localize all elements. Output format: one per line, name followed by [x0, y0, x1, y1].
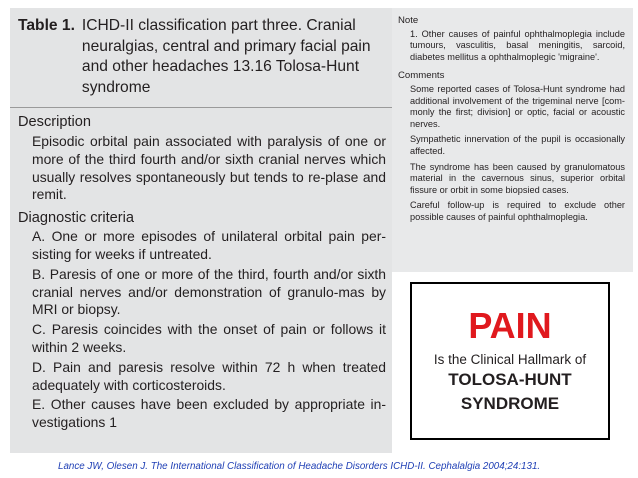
citation-reference: Lance JW, Olesen J. The International Classification of Headache Disorders ICHD-II. Cephalalgia 2004;24:131.: [58, 461, 541, 472]
description-heading: Description: [18, 114, 91, 130]
note-heading: Note: [398, 15, 419, 26]
classification-table-panel: [10, 8, 392, 453]
description-text: Episodic orbital pain associated with paralysis of one or more of the third fourth and/or sixth cranial nerves which usually resolves spontaneously but tends to re-plase and remit.: [32, 133, 386, 203]
diagnostic-criteria-list: [18, 228, 386, 432]
comment-item: The syndrome has been caused by granulomatous material in the cavernous sinus, superior orbital fissure or orbit in some biopsied cases.: [410, 161, 625, 195]
comment-item: Careful follow-up is required to exclude other possible causes of painful ophthalmoplegia.: [410, 200, 625, 222]
table-title: [18, 16, 386, 98]
criterion-b: B. Paresis of one or more of the third, fourth and/or sixth cranial nerves and/or demonstration of granulo-mas by MRI or biopsy.: [32, 265, 386, 318]
notes-comments-panel: [392, 8, 633, 272]
note-text: 1. Other causes of painful ophthalmoplegia include tumours, vasculitis, basal meningitis, sarcoid, diabetes mellitus a ophthalmoplegic 'migraine'.: [410, 28, 625, 62]
pain-subtitle: Is the Clinical Hallmark of: [433, 352, 587, 367]
comments-heading: Comments: [398, 70, 445, 82]
comment-item: Some reported cases of Tolosa-Hunt syndrome had additional involvement of the trigeminal nerve [com-monly the first; division] or optic, facial or acoustic nerves.: [410, 83, 625, 129]
criterion-a: A. One or more episodes of unilateral orbital pain per-sisting for weeks if untreated.: [32, 228, 386, 262]
title-divider: [10, 107, 392, 108]
table-title-text: ICHD-II classification part three. Cranial neuralgias, central and primary facial pain and other headaches 13.16 Tolosa-Hunt syndrome: [81, 17, 371, 96]
syndrome-name-line2: SYNDROME: [460, 394, 560, 413]
criterion-c: C. Paresis coincides with the onset of pain or follows it within 2 weeks.: [32, 321, 386, 355]
comment-item: Sympathetic innervation of the pupil is occasionally affected.: [410, 134, 625, 156]
pain-callout-box: [410, 282, 610, 440]
diagnostic-criteria-heading: Diagnostic criteria: [18, 210, 134, 227]
table-label: Table 1.: [18, 17, 75, 34]
pain-title: PAIN: [468, 305, 552, 346]
criterion-d: D. Pain and paresis resolve within 72 h when treated adequately with corticosteroids.: [32, 358, 386, 393]
syndrome-name-line1: TOLOSA-HUNT: [448, 370, 572, 389]
criterion-e: E. Other causes have been excluded by appropriate in-vestigations 1: [32, 396, 386, 431]
